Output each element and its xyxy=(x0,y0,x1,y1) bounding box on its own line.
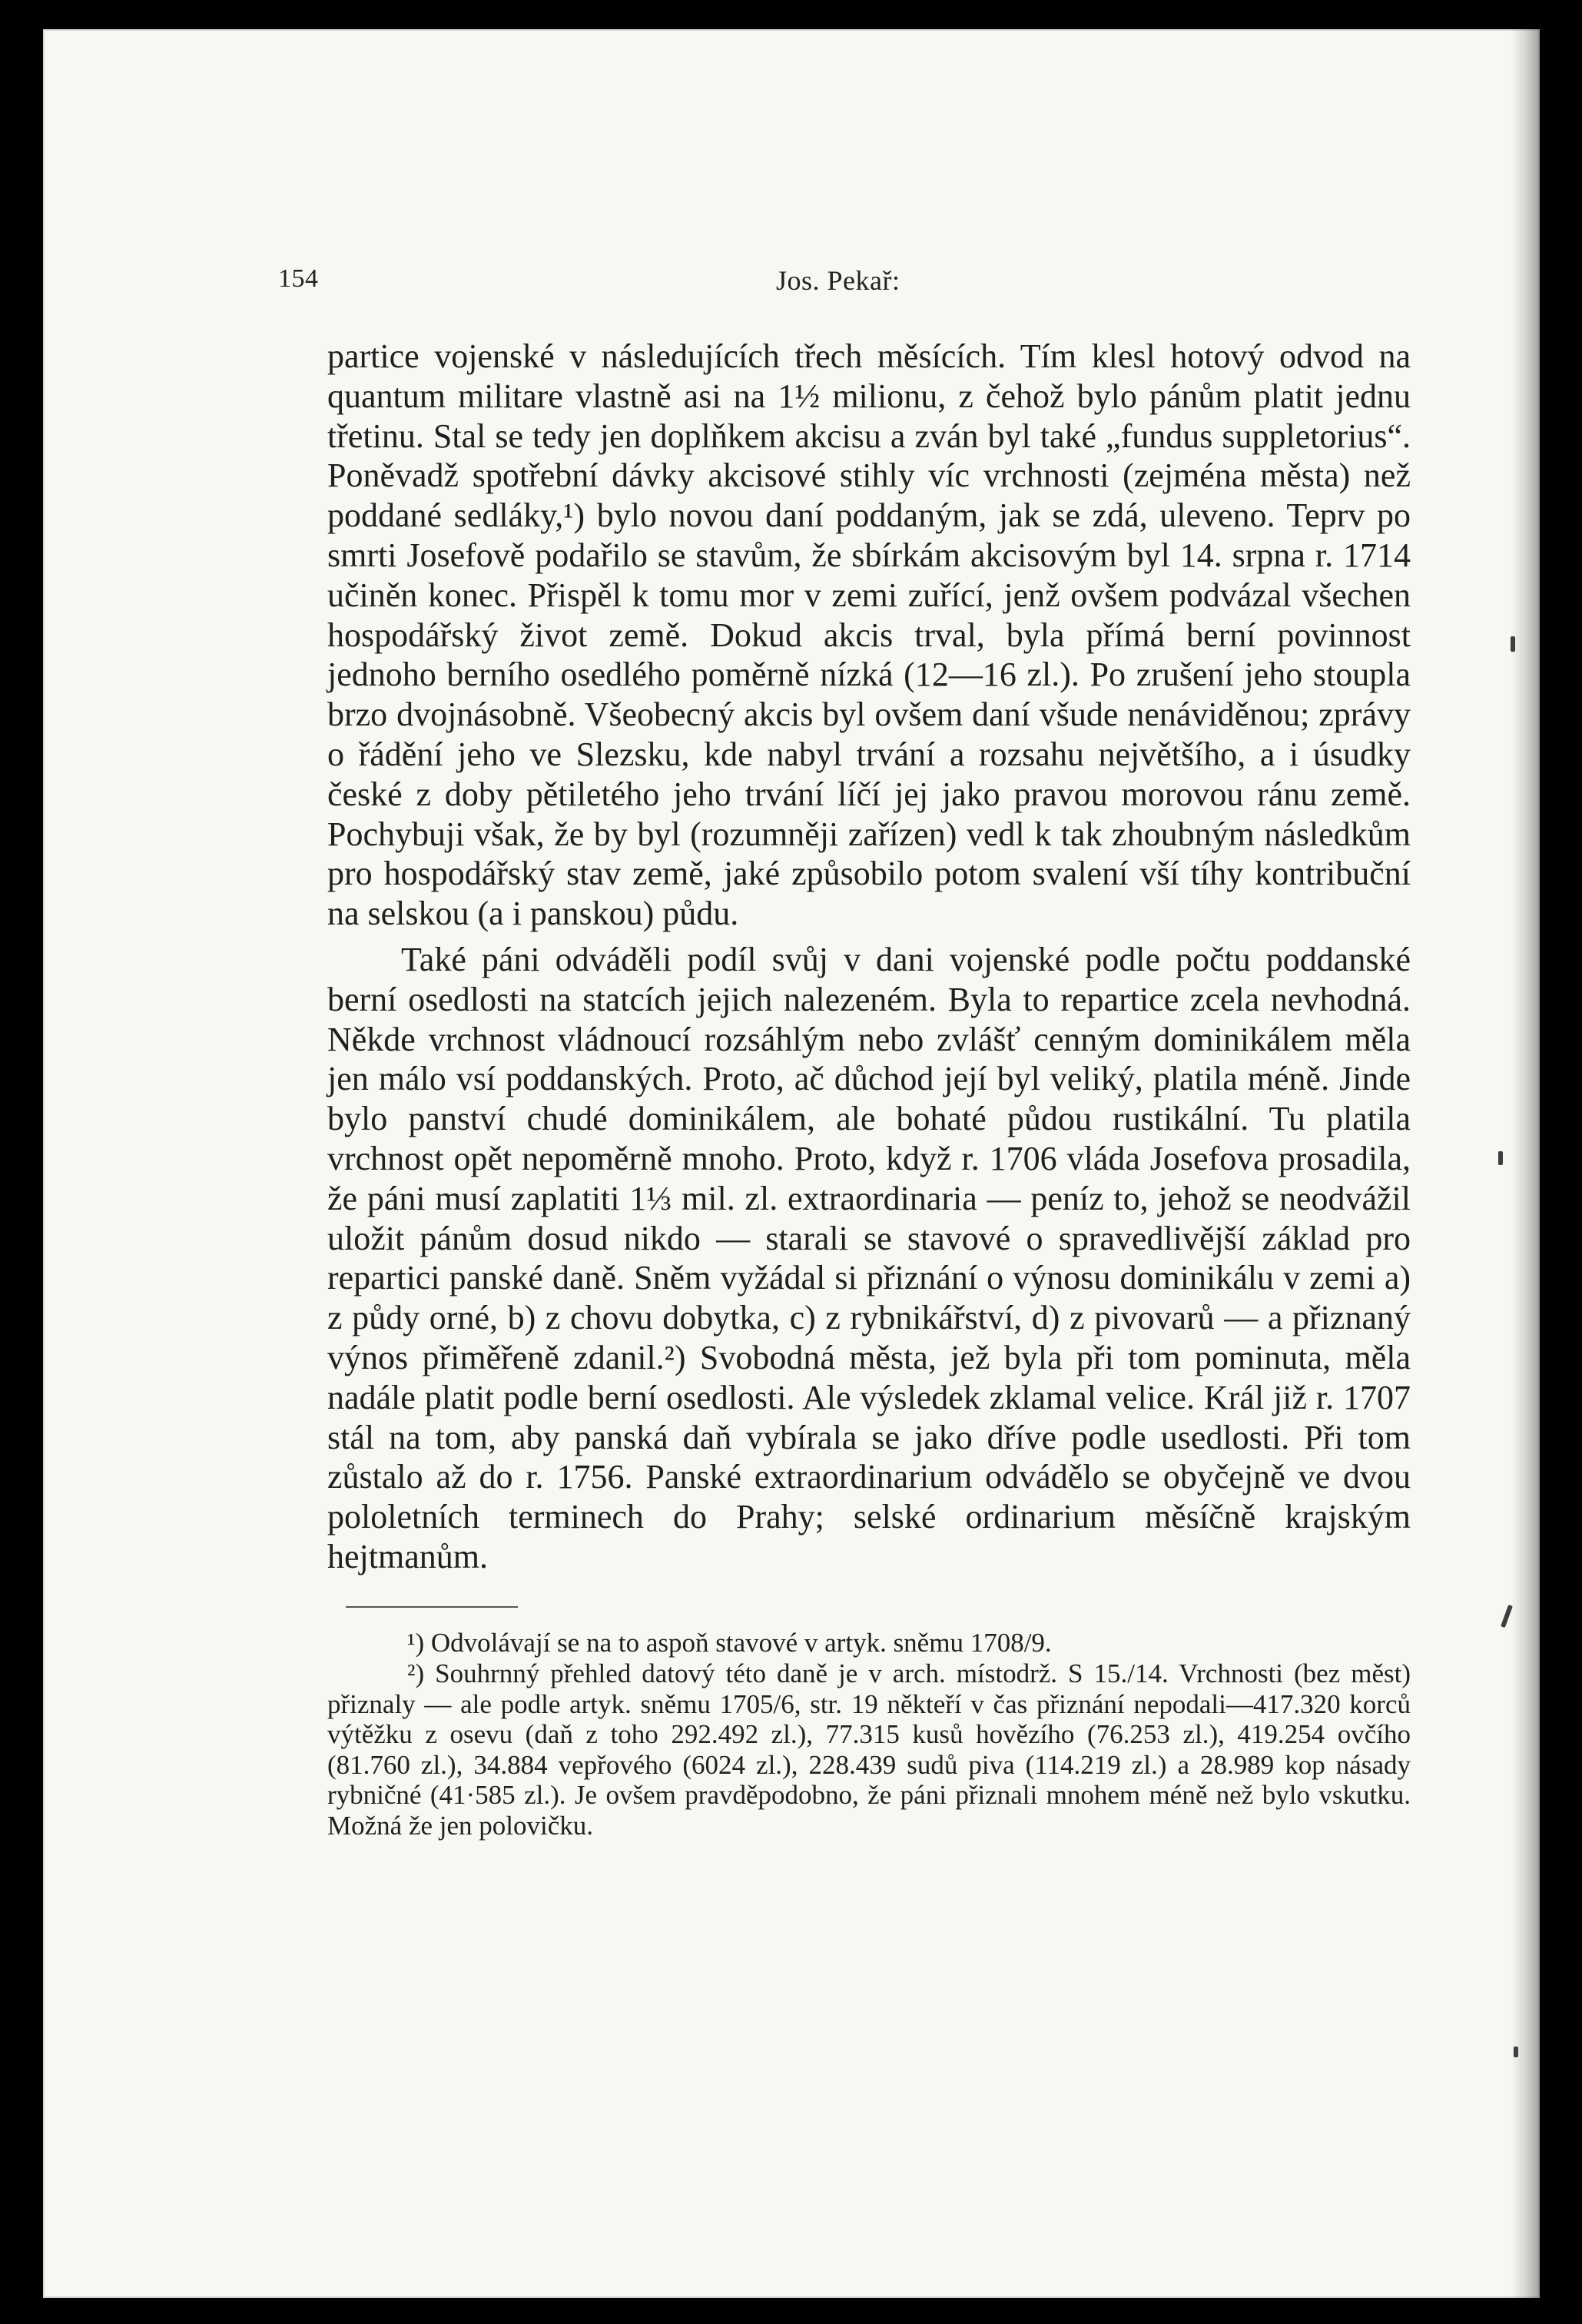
book-page xyxy=(43,29,1540,2298)
page-header xyxy=(278,264,1068,304)
page-content xyxy=(327,337,1411,1841)
scan-mark xyxy=(1511,636,1515,652)
scan-mark xyxy=(1498,1151,1503,1165)
body-paragraph-2: Také páni odváděli podíl svůj v dani vojenské podle počtu poddanské berní osedlosti na statcích jejich nalezeném. Byla to repartice zcela nevhodná. Někde vrchnost vládnoucí rozsáhlým nebo zvlášť cenným dominikálem měla jen málo vsí poddanských. Proto, ač důchod její byl veliký, platila méně. Jinde bylo panství chudé dominikálem, ale bohaté půdou rustikální. Tu platila vrchnost opět nepoměrně mnoho. Proto, když r. 1706 vláda Josefova prosadila, že páni musí zaplatiti 1⅓ mil. zl. extraordinaria — peníz to, jehož se neodvážil uložit pánům dosud nikdo — starali se stavové o spravedlivější základ pro repartici panské daně. Sněm vyžádal si přiznání o výnosu dominikálu v zemi a) z půdy orné, b) z chovu dobytka, c) z rybnikářství, d) z pivovarů — a přiznaný výnos přiměřeně zdanil.²) Svobodná města, jež byla při tom pominuta, měla nadále platit podle berní osedlosti. Ale výsledek zklamal velice. Král již r. 1707 stál na tom, aby panská daň vybírala se jako dříve podle usedlosti. Při tom zůstalo až do r. 1756. Panské extraordinarium odvádělo se obyčejně ve dvou pololetních terminech do Prahy; selské ordinarium měsíčně krajským hejtmanům. xyxy=(327,940,1411,1575)
page-number: 154 xyxy=(278,264,319,293)
scan-mark xyxy=(1514,2047,1518,2057)
page-edge-shadow xyxy=(1511,29,1540,2298)
body-paragraph-1: partice vojenské v následujících třech měsících. Tím klesl hotový odvod na quantum militare vlastně asi na 1½ milionu, z čehož bylo pánům platit jednu třetinu. Stal se tedy jen doplňkem akcisu a zván byl také „fundus suppletorius“. Poněvadž spotřební dávky akcisové stihly víc vrchnosti (zejména města) než poddané sedláky,¹) bylo novou daní poddaným, jak se zdá, uleveno. Teprv po smrti Josefově podařilo se stavům, že sbírkám akcisovým byl 14. srpna r. 1714 učiněn konec. Přispěl k tomu mor v zemi zuřící, jenž ovšem podvázal všechen hospodářský život země. Dokud akcis trval, byla přímá berní povinnost jednoho berního osedlého poměrně nízká (12—16 zl.). Po zrušení jeho stoupla brzo dvojnásobně. Všeobecný akcis byl ovšem daní všude nenáviděnou; zprávy o řádění jeho ve Slezsku, kde nabyl trvání a rozsahu největšího, a i úsudky české z doby pětiletého jeho trvání líčí jej jako pravou morovou ránu země. Pochybuji však, že by byl (rozumněji zařízen) vedl k tak zhoubným následkům pro hospodářský stav země, jaké způsobilo potom svalení vší tíhy kontribuční na selskou (a i panskou) půdu. xyxy=(327,337,1411,933)
footnote-1: ¹) Odvolávají se na to aspoň stavové v artyk. sněmu 1708/9. xyxy=(407,1627,1052,1658)
footnote-2: ²) Souhrnný přehled datový této daně je v arch. místodrž. S 15./14. Vrchnosti (bez měst) přiznaly — ale podle artyk. sněmu 1705/6, str. 19 někteří v čas přiznání nepodali—417.320 korců výtěžku z osevu (daň z toho 292.492 zl.), 77.315 kusů hovězího (76.253 zl.), 419.254 ovčího (81.760 zl.), 34.884 vepřového (6024 zl.), 228.439 sudů piva (114.219 zl.) a 28.989 kop násady rybničné (41·585 zl.). Je ovšem pravděpodobno, že páni přiznali mnohem méně než bylo vskutku. Možná že jen polovičku. xyxy=(327,1658,1411,1841)
footnotes xyxy=(327,1628,1411,1841)
running-head: Jos. Pekař: xyxy=(776,265,900,296)
footnote-separator xyxy=(346,1606,518,1608)
